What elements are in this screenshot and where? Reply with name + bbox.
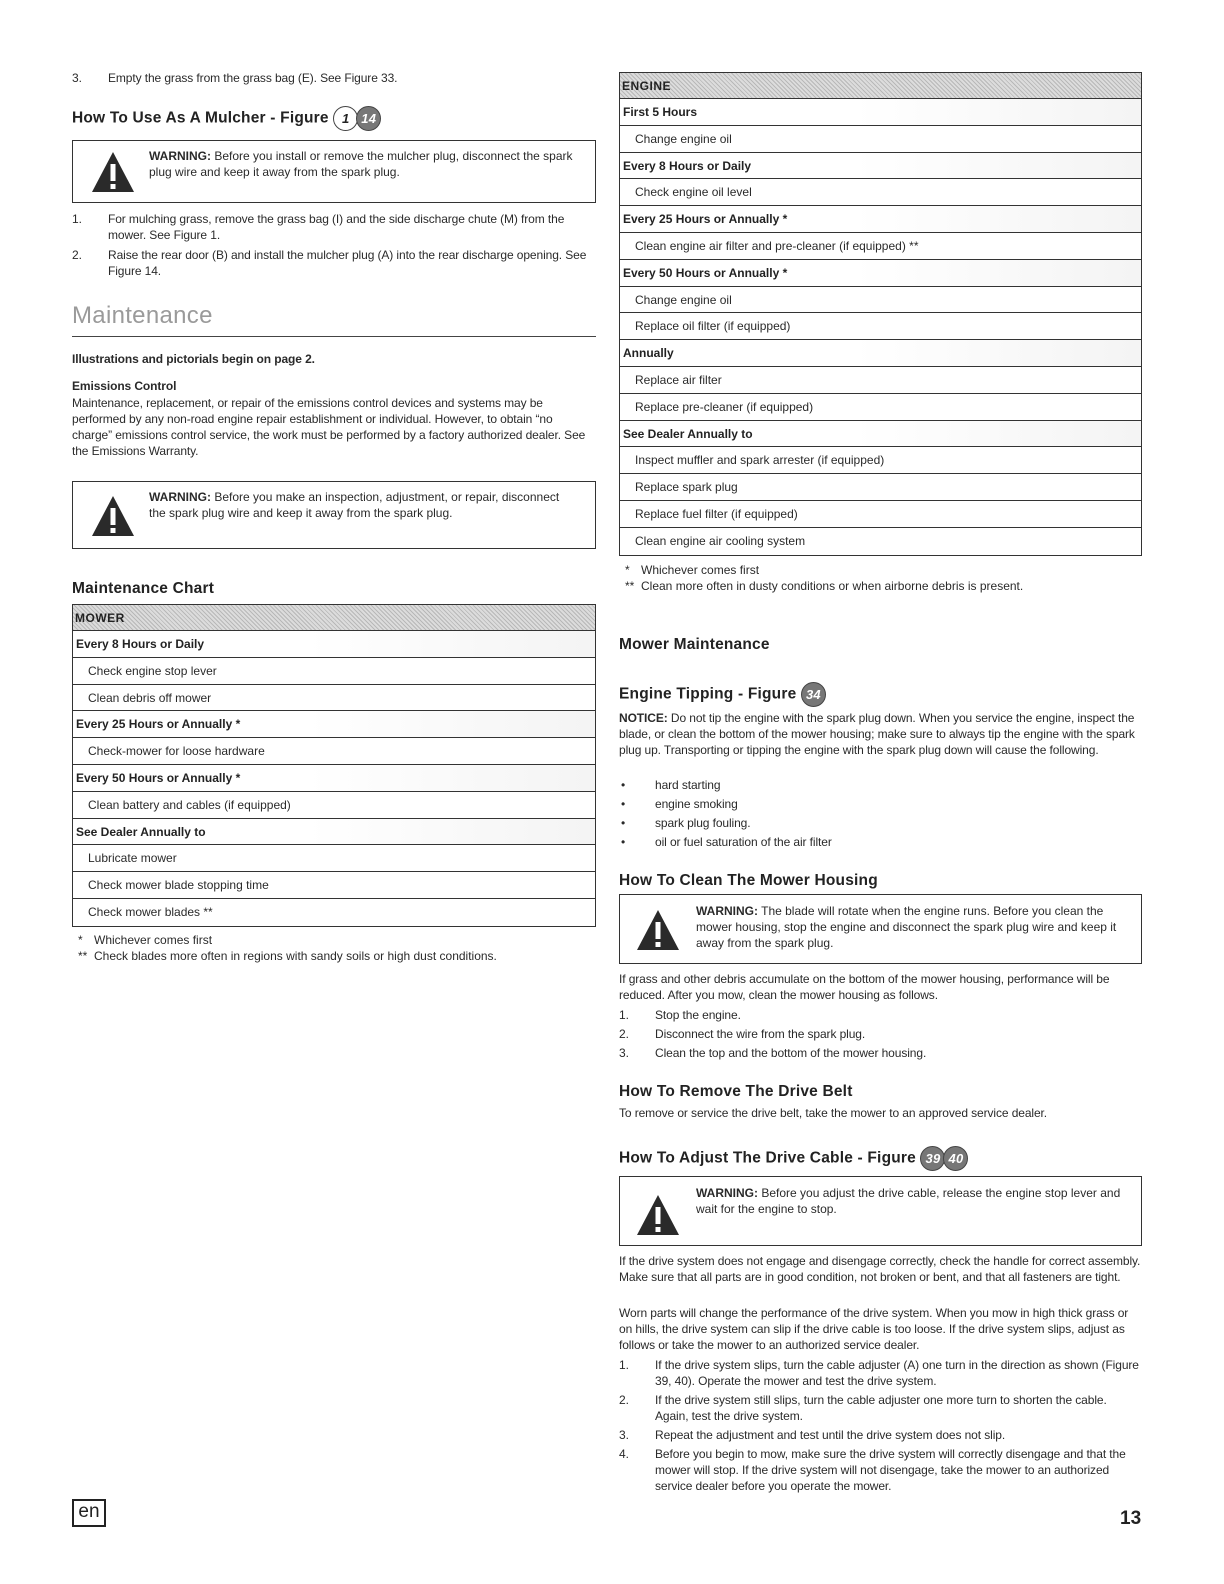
- table-row: Lubricate mower: [73, 845, 595, 872]
- clean-housing-steps: [619, 1007, 1139, 1064]
- drive-cable-warning-box: [619, 1176, 1142, 1246]
- table-row: Every 25 Hours or Annually *: [620, 206, 1141, 233]
- section-divider: [72, 336, 596, 337]
- bullet-icon: •: [621, 816, 626, 830]
- footnote-text: Clean more often in dusty conditions or when airborne debris is present.: [641, 579, 1024, 593]
- emissions-heading: Emissions Control: [72, 379, 177, 393]
- step-text: Before you begin to mow, make sure the drive system will correctly disengage and that the mower will stop. If the drive system will not disengage, take the mower to an authorized service dealer before you operate the mower.: [655, 1447, 1126, 1493]
- emissions-text: Maintenance, replacement, or repair of the emissions control devices and systems may be performed by any non-road engine repair establishment or individual. However, to obtain “no charge” emissions control service, the work must be performed by a factory authorized dealer. See the Emissions Warranty.: [72, 396, 586, 458]
- footnote: [72, 932, 596, 948]
- table-row: Change engine oil: [620, 287, 1141, 314]
- footnote-mark: *: [625, 563, 630, 577]
- footnote-text: Whichever comes first: [641, 563, 760, 577]
- figure-refs: [922, 1146, 968, 1171]
- warning-label: WARNING:: [149, 490, 211, 504]
- footnote: [72, 948, 596, 964]
- figure-1-icon: 1: [333, 106, 358, 131]
- list-item: [619, 1357, 1139, 1389]
- step-text: If the drive system still slips, turn the cable adjuster one more turn to shorten the cable. Again, test the drive system.: [655, 1393, 1107, 1423]
- footnote-mark: **: [625, 579, 635, 593]
- warning-body: The blade will rotate when the engine runs. Before you clean the mower housing, stop the engine and disconnect the spark plug wire and keep it away from the spark plug.: [696, 904, 1117, 950]
- figure-14-icon: 14: [356, 106, 381, 131]
- warning-triangle-icon: [636, 1194, 680, 1236]
- maintenance-title: Maintenance: [72, 302, 213, 329]
- list-item: [72, 247, 592, 279]
- table-row: Check mower blade stopping time: [73, 872, 595, 899]
- maintenance-chart-heading: Maintenance Chart: [72, 580, 215, 597]
- bullet-icon: •: [621, 835, 626, 849]
- table-row: Clean debris off mower: [73, 685, 595, 712]
- page-number: 13: [1120, 1508, 1142, 1529]
- engine-tipping-heading-text: Engine Tipping - Figure: [619, 685, 797, 703]
- footnote-text: Whichever comes first: [94, 933, 213, 947]
- warning-text: [149, 482, 579, 521]
- mower-maintenance-heading: Mower Maintenance: [619, 636, 770, 653]
- step-text: If the drive system slips, turn the cable adjuster (A) one turn in the direction as shown (Figure 39, 40). Operate the mower and test the drive system.: [655, 1358, 1139, 1388]
- list-item: [619, 1026, 1139, 1045]
- step-text: Raise the rear door (B) and install the mulcher plug (A) into the rear discharge opening. See Figure 14.: [108, 248, 587, 278]
- figure-39-icon: 39: [920, 1146, 945, 1171]
- table-row: Check engine oil level: [620, 179, 1141, 206]
- drive-cable-heading-text: How To Adjust The Drive Cable - Figure: [619, 1149, 916, 1167]
- engine-maintenance-table: [619, 72, 1142, 556]
- footnote-text: Check blades more often in regions with sandy soils or high dust conditions.: [94, 949, 497, 963]
- bullet-icon: •: [621, 778, 626, 792]
- table-row: See Dealer Annually to: [620, 421, 1141, 448]
- figure-refs: [803, 682, 826, 707]
- step-number: 2.: [72, 248, 82, 262]
- step-number: 1.: [619, 1358, 629, 1372]
- drive-cable-heading: [619, 1146, 968, 1171]
- table-row: Replace fuel filter (if equipped): [620, 501, 1141, 528]
- list-item: [619, 1446, 1139, 1494]
- table-row: Every 8 Hours or Daily: [620, 153, 1141, 180]
- list-item: [619, 796, 1139, 815]
- illustrations-note: Illustrations and pictorials begin on page 2.: [72, 352, 315, 366]
- warning-text: [696, 895, 1136, 951]
- step-text: Repeat the adjustment and test until the drive system does not slip.: [655, 1428, 1006, 1442]
- warning-body: Before you make an inspection, adjustment, or repair, disconnect the spark plug wire and keep it away from the spark plug.: [149, 490, 560, 520]
- step-number: 1.: [619, 1008, 629, 1022]
- mulcher-warning-box: [72, 140, 596, 203]
- table-row: Inspect muffler and spark arrester (if equipped): [620, 447, 1141, 474]
- notice-label: NOTICE:: [619, 711, 668, 725]
- table-row: Check mower blades **: [88, 904, 213, 919]
- notice-text: Do not tip the engine with the spark plug down. When you service the engine, inspect the blade, or clean the bottom of the mower housing; make sure to always tip the engine with the spark plug up. Transporting or tipping the engine with the spark plug down will cause the following.: [619, 711, 1135, 757]
- table-row: Every 25 Hours or Annually *: [73, 711, 595, 738]
- table-row: Annually: [620, 340, 1141, 367]
- table-header: ENGINE: [620, 73, 1141, 99]
- footnote: [619, 562, 1142, 578]
- bullet-text: oil or fuel saturation of the air filter: [655, 835, 832, 849]
- engine-table-footnotes: [619, 562, 1142, 594]
- list-item: [619, 1427, 1139, 1443]
- drive-cable-paragraph-1: If the drive system does not engage and disengage correctly, check the handle for correct assembly. Make sure that all parts are in good condition, not broken or bent, and that all fasteners are tight.: [619, 1254, 1141, 1284]
- list-item: [619, 815, 1139, 834]
- list-item: [72, 211, 592, 243]
- step-text: For mulching grass, remove the grass bag (I) and the side discharge chute (M) from the mower. See Figure 1.: [108, 212, 565, 242]
- step-number: 3.: [72, 71, 82, 85]
- footnote-mark: *: [78, 933, 83, 947]
- bullet-text: hard starting: [655, 778, 721, 792]
- step-text: Empty the grass from the grass bag (E). See Figure 33.: [108, 71, 398, 85]
- table-row: See Dealer Annually to: [73, 819, 595, 846]
- drive-cable-steps: [619, 1357, 1139, 1494]
- figure-40-icon: 40: [943, 1146, 968, 1171]
- figure-refs: [335, 106, 381, 131]
- footnote: [619, 578, 1142, 594]
- table-header: MOWER: [73, 605, 595, 631]
- table-row: Every 50 Hours or Annually *: [620, 260, 1141, 287]
- step-number: 2.: [619, 1027, 629, 1041]
- engine-tipping-heading: [619, 682, 826, 707]
- language-badge: en: [72, 1499, 106, 1527]
- warning-triangle-icon: [636, 909, 680, 951]
- drive-cable-paragraph-2: Worn parts will change the performance of the drive system. When you mow in high thick grass or on hills, the drive system can slip if the drive cable is too loose. If the drive system slips, adjust as follows or take the mower to an authorized service dealer.: [619, 1306, 1129, 1352]
- list-item: [619, 777, 1139, 796]
- mulcher-steps: [72, 211, 592, 279]
- warning-label: WARNING:: [696, 904, 758, 918]
- tipping-effects-list: [619, 777, 1139, 853]
- list-item: [619, 1007, 1139, 1026]
- bullet-text: engine smoking: [655, 797, 738, 811]
- grass-bag-step: [72, 70, 596, 86]
- drive-belt-text: To remove or service the drive belt, take the mower to an approved service dealer.: [619, 1106, 1048, 1120]
- bullet-icon: •: [621, 797, 626, 811]
- tipping-notice: [619, 710, 1139, 758]
- warning-text: [149, 141, 589, 180]
- bullet-text: spark plug fouling.: [655, 816, 751, 830]
- warning-triangle-icon: [91, 495, 135, 537]
- table-row: Replace air filter: [620, 367, 1141, 394]
- table-row: Replace oil filter (if equipped): [620, 313, 1141, 340]
- drive-belt-heading: How To Remove The Drive Belt: [619, 1083, 853, 1100]
- warning-label: WARNING:: [696, 1186, 758, 1200]
- footnote-mark: **: [78, 949, 88, 963]
- clean-housing-heading: How To Clean The Mower Housing: [619, 872, 878, 889]
- table-row: Clean engine air cooling system: [635, 533, 806, 548]
- table-row: Every 50 Hours or Annually *: [73, 765, 595, 792]
- step-text: Disconnect the wire from the spark plug.: [655, 1027, 866, 1041]
- step-number: 3.: [619, 1046, 629, 1060]
- mower-maintenance-table: [72, 604, 596, 927]
- warning-label: WARNING:: [149, 149, 211, 163]
- table-row: Replace pre-cleaner (if equipped): [620, 394, 1141, 421]
- clean-housing-intro: If grass and other debris accumulate on the bottom of the mower housing, performance will be reduced. After you mow, clean the mower housing as follows.: [619, 972, 1110, 1002]
- figure-34-icon: 34: [801, 682, 826, 707]
- table-row: First 5 Hours: [620, 99, 1141, 126]
- warning-triangle-icon: [91, 151, 135, 193]
- clean-housing-warning-box: [619, 894, 1142, 964]
- step-number: 1.: [72, 212, 82, 226]
- step-number: 4.: [619, 1447, 629, 1461]
- step-text: Stop the engine.: [655, 1008, 741, 1022]
- table-row: Replace spark plug: [620, 474, 1141, 501]
- table-row: Check-mower for loose hardware: [73, 738, 595, 765]
- table-row: Every 8 Hours or Daily: [73, 631, 595, 658]
- mulcher-heading: [72, 106, 381, 131]
- table-row: Clean engine air filter and pre-cleaner (if equipped) **: [620, 233, 1141, 260]
- table-row: Change engine oil: [620, 126, 1141, 153]
- table-row: Check engine stop lever: [73, 658, 595, 685]
- mulcher-heading-text: How To Use As A Mulcher - Figure: [72, 109, 329, 127]
- step-number: 2.: [619, 1393, 629, 1407]
- inspection-warning-box: [72, 481, 596, 549]
- mower-table-footnotes: [72, 932, 596, 964]
- warning-text: [696, 1177, 1136, 1217]
- list-item: [619, 1045, 1139, 1064]
- table-row: Clean battery and cables (if equipped): [73, 792, 595, 819]
- step-number: 3.: [619, 1428, 629, 1442]
- warning-body: Before you install or remove the mulcher plug, disconnect the spark plug wire and keep it away from the spark plug.: [149, 149, 573, 179]
- list-item: [619, 834, 1139, 853]
- warning-body: Before you adjust the drive cable, release the engine stop lever and wait for the engine to stop.: [696, 1186, 1121, 1216]
- step-text: Clean the top and the bottom of the mower housing.: [655, 1046, 927, 1060]
- list-item: [619, 1392, 1139, 1424]
